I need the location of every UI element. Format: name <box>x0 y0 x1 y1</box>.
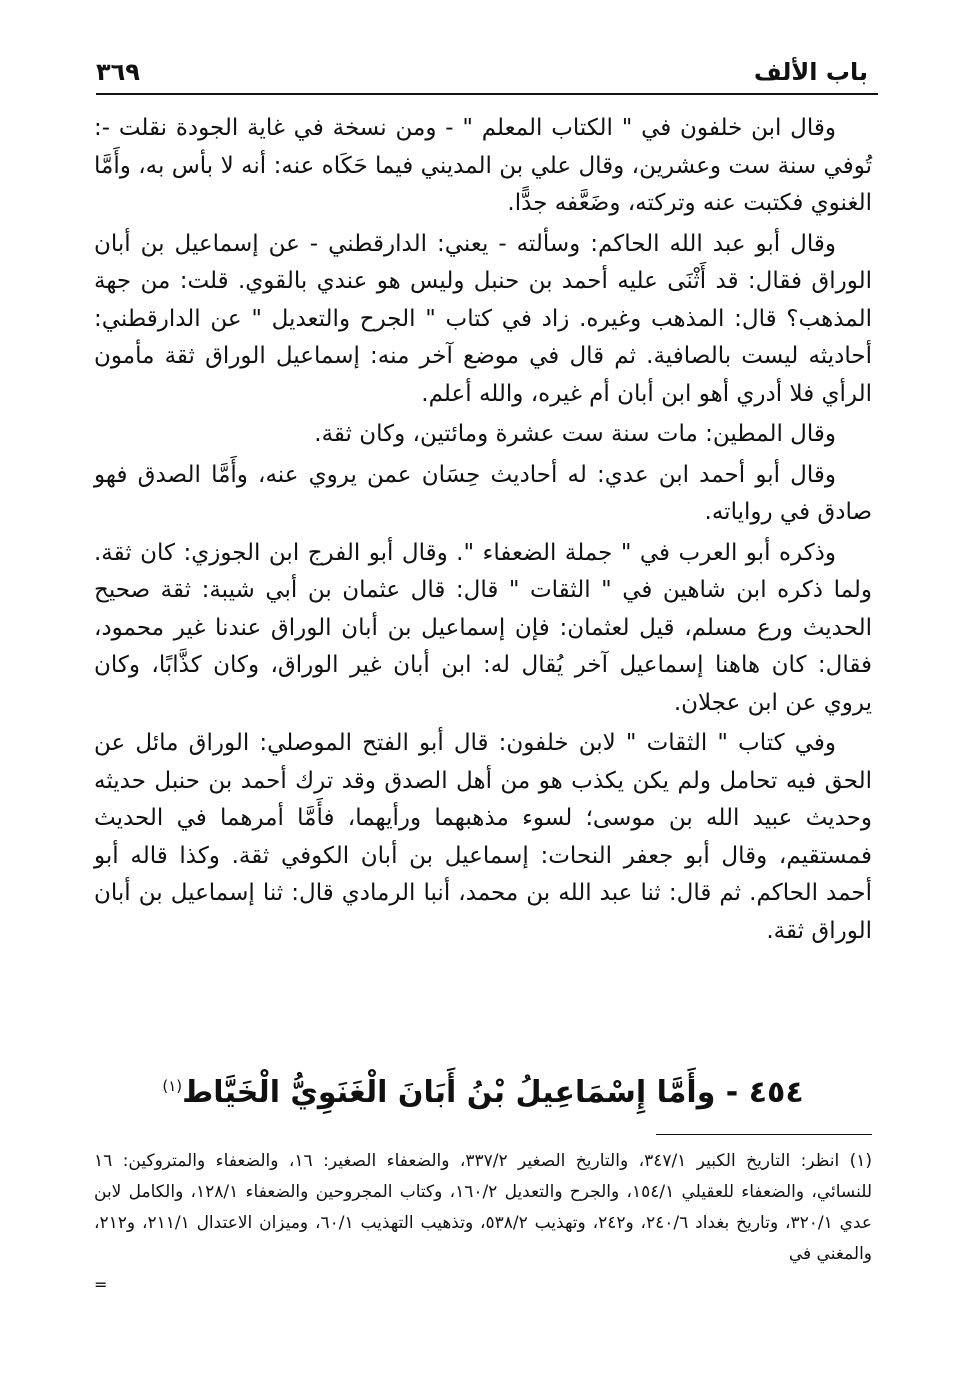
paragraph: وقال أبو أحمد ابن عدي: له أحاديث حِسَان عمن يروي عنه، وأَمَّا الصدق فهو صادق في رواياته. <box>94 461 872 525</box>
header-divider <box>96 93 878 95</box>
footnote: (١) انظر: التاريخ الكبير ٣٤٧/١، والتاريخ الصغير ٣٣٧/٢، والضعفاء الصغير: ١٦، والضعفاء والمتروكين: ١٦ للنسائي، والضعفاء للعقيلي ١٥٤/١، والجرح والتعديل ١٦٠/٢، وكتاب المجروحين والضعفاء ١٢٨/١، والكامل لابن عدي ٣٢٠/١، وتاريخ بغداد ٢٤٠/٦، و٢٤٢، وتهذيب ٥٣٨/٢، وتذهيب التهذيب ٦٠/١، وميزان الاعتدال ٢١١/١، و٢١٢، والمغني في <box>94 1151 873 1264</box>
paragraph: وقال ابن خلفون في " الكتاب المعلم " - ومن نسخة في غاية الجودة نقلت -: تُوفي سنة ست وعشرين، وقال علي بن المديني فيما حَكَاه عنه: أنه لا بأس به، وأَمَّا الغنوي فكتبت عنه وتركته، وضَعَّفه جدًّا. <box>94 115 872 216</box>
entry-heading-text: ٤٥٤ - وأَمَّا إِسْمَاعِيلُ بْنُ أَبَانَ الْغَنَوِيُّ الْخَيَّاط <box>182 1075 804 1110</box>
page-number: ٣٦٩ <box>96 58 140 86</box>
footnotes <box>94 1146 872 1270</box>
main-text <box>94 110 872 953</box>
entry-heading <box>94 1064 872 1115</box>
footnote-reference: (١) <box>162 1077 183 1095</box>
paragraph: وذكره أبو العرب في " جملة الضعفاء ". وقال أبو الفرج ابن الجوزي: كان ثقة. ولما ذكره ابن شاهين في " الثقات " قال: قال عثمان بن أبي شيبة: ثقة صحيح الحديث ورع مسلم، قيل لعثمان: فإن إسماعيل بن أبان الوراق عندنا غير محمود، فقال: كان هاهنا إسماعيل آخر يُقال له: ابن أبان غير الوراق، وكان كذَّابًا، وكان يروي عن ابن عجلان. <box>94 539 872 716</box>
paragraph: وفي كتاب " الثقات " لابن خلفون: قال أبو الفتح الموصلي: الوراق مائل عن الحق فيه تحامل ولم يكن يكذب هو من أهل الصدق وقد ترك أحمد بن حنبل حديثه وحديث عبيد الله بن موسى؛ لسوء مذهبهما ورأيهما، فأَمَّا أمرهما في الحديث فمستقيم، وقال أبو جعفر النحات: إسماعيل بن أبان الكوفي ثقة. وكذا قاله أبو أحمد الحاكم. ثم قال: ثنا عبد الله بن محمد، أنبا الرمادي قال: ثنا إسماعيل بن أبان الوراق ثقة. <box>94 730 872 944</box>
running-header <box>96 52 868 92</box>
continuation-mark: = <box>94 1275 108 1294</box>
chapter-title: باب الألف <box>753 58 868 86</box>
paragraph: وقال المطين: مات سنة ست عشرة ومائتين، وكان ثقة. <box>314 421 836 447</box>
footnote-divider <box>656 1134 872 1135</box>
paragraph: وقال أبو عبد الله الحاكم: وسألته - يعني: الدارقطني - عن إسماعيل بن أبان الوراق فقال: قد أَثْنَى عليه أحمد بن حنبل وليس هو عندي بالقوي. قلت: من جهة المذهب؟ قال: المذهب وغيره. زاد في كتاب " الجرح والتعديل " عن الدارقطني: أحاديثه ليست بالصافية. ثم قال في موضع آخر منه: إسماعيل الوراق ثقة مأمون الرأي فلا أدري أهو ابن أبان أم غيره، والله أعلم. <box>94 230 872 407</box>
